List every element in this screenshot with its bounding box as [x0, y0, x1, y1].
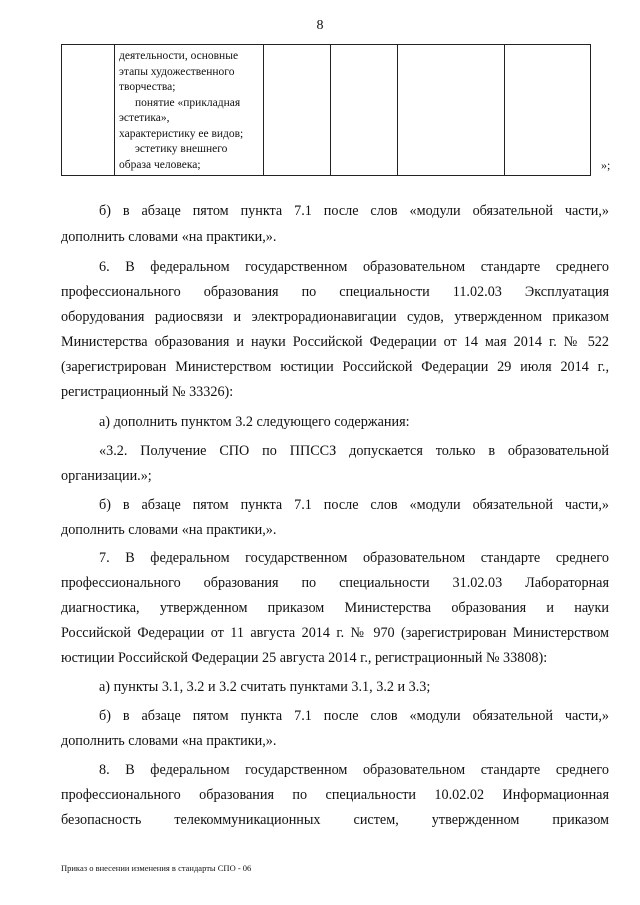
- table-cell-line: деятельности, основные: [119, 50, 239, 62]
- table-cell-line: эстетику внешнего: [135, 143, 228, 155]
- text-line: а) дополнить пунктом 3.2 следующего содержания:: [99, 414, 410, 430]
- text-line: регистрационный № 33326):: [61, 384, 234, 400]
- text-line: б) в абзаце пятом пункта 7.1 после слов «модули обязательной части,»: [99, 497, 609, 513]
- text-line: «3.2. Получение СПО по ППССЗ допускается только в образовательной: [99, 443, 609, 459]
- text-line: юстиции Российской Федерации 25 августа 2014 г., регистрационный № 33808):: [61, 650, 548, 666]
- text-line: профессионального образования по специальности 11.02.03 Эксплуатация: [61, 284, 609, 300]
- text-line: дополнить словами «на практики,».: [61, 229, 277, 245]
- page-number: 8: [316, 18, 324, 33]
- text-line: Российской Федерации от 11 августа 2014 г. № 970 (зарегистрирован Министерством: [61, 625, 609, 641]
- text-line: дополнить словами «на практики,».: [61, 733, 277, 749]
- text-line: 7. В федеральном государственном образовательном стандарте среднего: [99, 550, 609, 566]
- text-line: диагностика, утвержденном приказом Министерства образования и науки: [61, 600, 609, 616]
- text-line: оборудования радиосвязи и электрорадионавигации судов, утвержденном приказом: [61, 309, 609, 325]
- table-cell-description: [115, 45, 264, 176]
- table-cell: [331, 45, 398, 176]
- continued-table: [61, 44, 591, 176]
- table-cell: [62, 45, 115, 176]
- table-cell-line: этапы художественного: [119, 65, 235, 78]
- text-line: 6. В федеральном государственном образовательном стандарте среднего: [99, 259, 609, 275]
- text-line: дополнить словами «на практики,».: [61, 522, 277, 538]
- table-cell: [505, 45, 591, 176]
- text-line: б) в абзаце пятом пункта 7.1 после слов «модули обязательной части,»: [99, 203, 609, 219]
- text-line: профессионального образования по специальности 31.02.03 Лабораторная: [61, 575, 609, 591]
- table-cell-text: [115, 45, 263, 175]
- table-cell-line: творчества;: [119, 81, 176, 93]
- text-line: Министерства образования и науки Российской Федерации от 14 мая 2014 г. № 522: [61, 334, 609, 350]
- text-line: организации.»;: [61, 468, 152, 484]
- table-cell-line: характеристику ее видов;: [119, 127, 244, 140]
- table-cell-line: эстетика»,: [119, 112, 170, 124]
- text-line: профессионального образования по специальности 10.02.02 Информационная: [61, 787, 609, 803]
- text-line: безопасность телекоммуникационных систем, утвержденном приказом: [61, 812, 609, 828]
- page-footer: Приказ о внесении изменения в стандарты СПО - 06: [61, 863, 252, 873]
- table-cell-line: образа человека;: [119, 158, 201, 171]
- text-line: а) пункты 3.1, 3.2 и 3.2 считать пунктами 3.1, 3.2 и 3.3;: [99, 679, 431, 695]
- table-closing-quote: »;: [601, 158, 611, 172]
- text-line: 8. В федеральном государственном образовательном стандарте среднего: [99, 762, 609, 778]
- text-line: (зарегистрирован Министерством юстиции Российской Федерации 29 июля 2014 г.,: [61, 359, 609, 375]
- table-cell: [264, 45, 331, 176]
- table-cell-line: понятие «прикладная: [135, 96, 241, 109]
- table-cell: [398, 45, 505, 176]
- text-line: б) в абзаце пятом пункта 7.1 после слов «модули обязательной части,»: [99, 708, 609, 724]
